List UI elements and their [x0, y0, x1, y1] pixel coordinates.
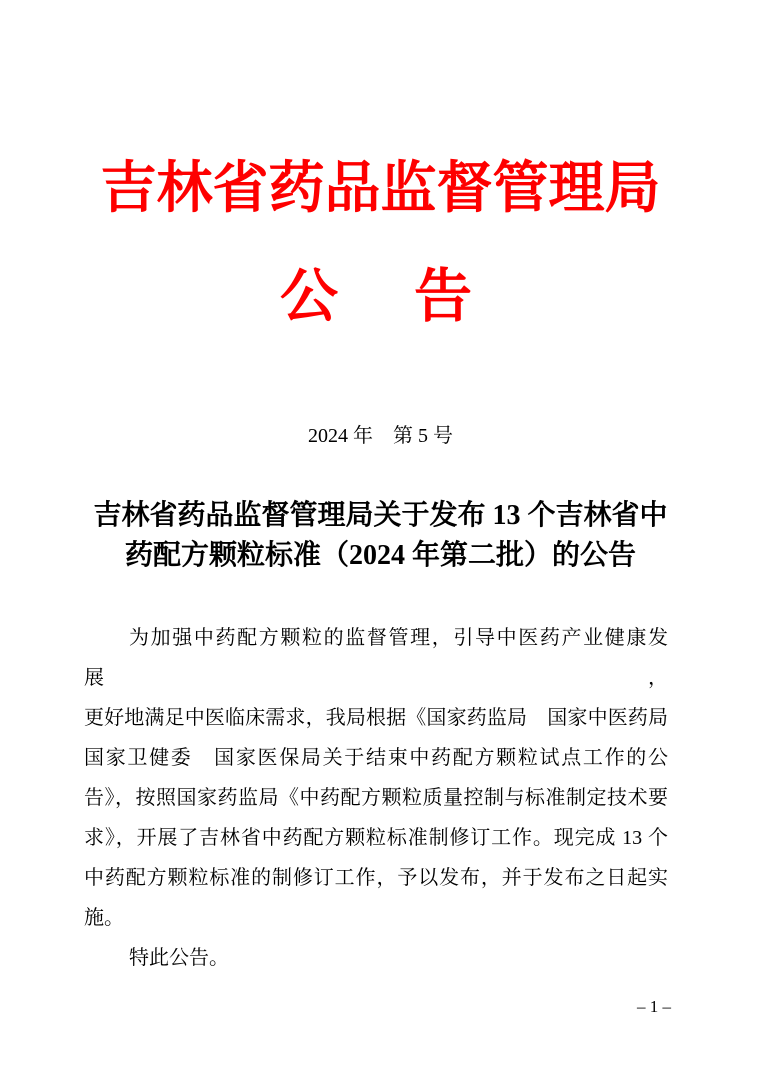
body-line: 求》，开展了吉林省中药配方颗粒标准制修订工作。现完成 13 个: [84, 827, 668, 849]
body-closing-line: 特此公告。: [129, 947, 229, 969]
body-line: 更好地满足中医临床需求，我局根据《国家药监局 国家中医药局: [84, 707, 668, 729]
page-number: – 1 –: [637, 997, 671, 1016]
org-title: 吉林省药品监督管理局: [100, 158, 661, 220]
body-line: 施。: [84, 907, 124, 929]
body-line: 中药配方颗粒标准的制修订工作，予以发布，并于发布之日起实: [84, 867, 668, 889]
body-line: 国家卫健委 国家医保局关于结束中药配方颗粒试点工作的公: [84, 747, 668, 769]
issue-number: 2024 年 第 5 号: [308, 425, 453, 447]
heading-line-2: 药配方颗粒标准（2024 年第二批）的公告: [124, 540, 636, 571]
body-line: 告》，按照国家药监局《中药配方颗粒质量控制与标准制定技术要: [84, 787, 668, 809]
announcement-title: 公 告: [279, 264, 481, 329]
heading-line-1: 吉林省药品监督管理局关于发布 13 个吉林省中: [93, 500, 668, 531]
body-line: 为加强中药配方颗粒的监督管理，引导中医药产业健康发展，: [84, 627, 668, 689]
document-heading: [0, 496, 761, 576]
document-body: [84, 618, 668, 978]
